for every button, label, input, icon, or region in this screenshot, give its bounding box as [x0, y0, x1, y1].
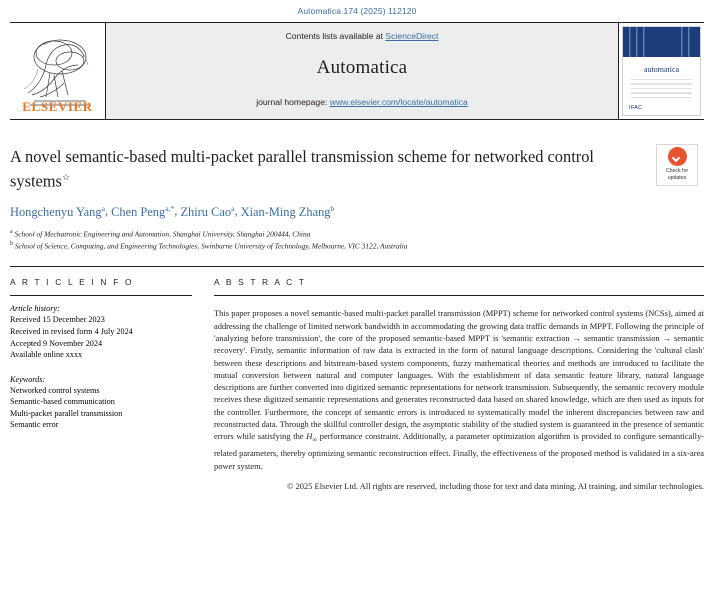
author-affil-mark: a	[101, 203, 105, 213]
article-history-list	[10, 314, 192, 360]
history-item: Received 15 December 2023	[10, 315, 105, 325]
check-icon	[668, 147, 687, 166]
keywords-list	[10, 385, 192, 431]
journal-homepage-link[interactable]: www.elsevier.com/locate/automatica	[329, 97, 468, 107]
abstract-heading: A B S T R A C T	[214, 276, 307, 287]
author-name: Xian-Ming Zhang	[240, 204, 331, 219]
running-head	[10, 0, 704, 16]
abstract-part-1: This paper proposes a novel semantic-based multi-packet parallel transmission (MPPT) scheme for networked control systems (NCSs), aimed at addressing the challenge of limited network bandwidth in accommodating the growing data traffic demands in MPPT. Following the principle of 'analyzing before transmission', the core of the proposed semantic-based MPPT is 'semantic extraction → semantic transmission → semantic recovery'. Firstly, semantic information of raw data is extracted in the form of natural language descriptions. Considering the 'cultural clash' between these descriptions and bitstream-based system components, fuzzy mathematical theories and methods are introduced to facilitate the mutual conversion between natural and computer languages. With the establishment of data semantic feature library, natural language descriptions are further converted into digitized semantic representations for network transmission. Subsequently, the semantic recovery module receives these digitized semantic representations and generates reconstructed data based on shared knowledge, which are then used as inputs for the controller. Furthermore, the concept of semantic errors is introduced to systematically model the inherent discrepancies between raw and reconstructed data. Through the skillful controller design, the asymptotic stability of the studied system is guaranteed in the presence of semantic errors while satisfying the	[214, 308, 704, 442]
article-info-heading: A R T I C L E I N F O	[10, 276, 134, 287]
keyword-item: Semantic-based communication	[10, 397, 115, 407]
author-affil-mark: a	[231, 203, 235, 213]
history-item: Accepted 9 November 2024	[10, 338, 103, 348]
h-symbol: H	[306, 431, 313, 442]
history-item: Received in revised form 4 July 2024	[10, 326, 133, 336]
author-item[interactable]	[111, 205, 174, 219]
keyword-item: Networked control systems	[10, 385, 100, 395]
sciencedirect-link[interactable]: ScienceDirect	[385, 31, 439, 41]
elsevier-wordmark: ELSEVIER	[22, 99, 93, 114]
paper-title-text: A novel semantic-based multi-packet parallel transmission scheme for networked control systems	[10, 147, 594, 191]
author-affil-mark: b	[330, 203, 335, 213]
divider	[10, 295, 192, 296]
h-infinity-symbol	[306, 431, 318, 444]
author-item[interactable]	[180, 205, 234, 219]
abstract-text	[214, 307, 704, 472]
ifac-logo: IFAC	[629, 105, 643, 111]
affiliation-text: School of Science, Computing, and Engineering Technologies, Swinburne University of Technology, Melbourne, VIC 3122, Australia	[14, 241, 408, 251]
crossmark-line1: Check for	[665, 168, 689, 174]
divider	[214, 295, 704, 296]
keywords-label: Keywords:	[10, 374, 46, 384]
author-affil-mark: a,*	[165, 203, 175, 213]
journal-title: Automatica	[316, 57, 408, 78]
affiliation-item	[10, 227, 704, 239]
journal-masthead	[10, 22, 704, 120]
affiliation-list	[10, 227, 704, 252]
author-name: Chen Peng	[111, 204, 166, 219]
author-name: Hongchenyu Yang	[10, 204, 102, 219]
contents-prefix: Contents lists available at	[285, 31, 386, 41]
publisher-logo-cell	[10, 23, 106, 119]
info-abstract-columns	[10, 266, 704, 493]
running-head-text: Automatica 174 (2025) 112120	[297, 6, 417, 16]
keyword-item: Semantic error	[10, 420, 59, 430]
homepage-prefix: journal homepage:	[256, 97, 330, 107]
keyword-item: Multi-packet parallel transmission	[10, 408, 123, 418]
author-item[interactable]	[241, 205, 335, 219]
cover-stripes	[623, 27, 700, 57]
abstract-column	[206, 277, 704, 493]
author-name: Zhiru Cao	[180, 204, 232, 219]
infinity-subscript: ∞	[312, 436, 318, 444]
author-list: Hongchenyu Yang$^a$, Chen Peng$^{a,*}$, Zhiru Cao$^a$, Xian-Ming Zhang$^b$	[10, 203, 335, 219]
history-item: Available online xxxx	[10, 350, 83, 360]
cover-journal-title: automatica	[643, 65, 680, 74]
affiliation-mark: a	[10, 228, 13, 235]
masthead-center	[106, 23, 618, 119]
crossmark-line2: updates	[667, 174, 687, 181]
page-title	[10, 146, 638, 191]
elsevier-logo	[10, 23, 105, 119]
cover-text-lines	[631, 79, 692, 105]
article-history-label: Article history:	[10, 304, 60, 314]
author-item[interactable]	[10, 205, 105, 219]
crossmark-badge[interactable]	[656, 144, 698, 186]
title-footnote-marker: ☆	[61, 172, 70, 182]
affiliation-text: School of Mechatronic Engineering and Automation, Shanghai University, Shanghai 200444, China	[14, 229, 311, 239]
title-block	[10, 146, 704, 191]
contents-line	[106, 31, 618, 41]
copyright-notice: © 2025 Elsevier Ltd. All rights are reserved, including those for text and data mining, AI training, and similar technologies.	[287, 480, 704, 491]
abstract-part-2: performance constraint. Additionally, a parameter optimization algorithm is provided to configure semantically-related parameters, thereby optimizing semantic reconstruction effect. Finally, the effectiveness of the proposed method is validated in a six-area power system.	[214, 431, 704, 471]
affiliation-mark: b	[10, 241, 13, 248]
affiliation-item	[10, 239, 704, 251]
journal-cover-image	[622, 26, 701, 116]
journal-cover-cell	[618, 23, 704, 119]
homepage-line	[106, 97, 618, 107]
article-info-column	[10, 277, 206, 493]
